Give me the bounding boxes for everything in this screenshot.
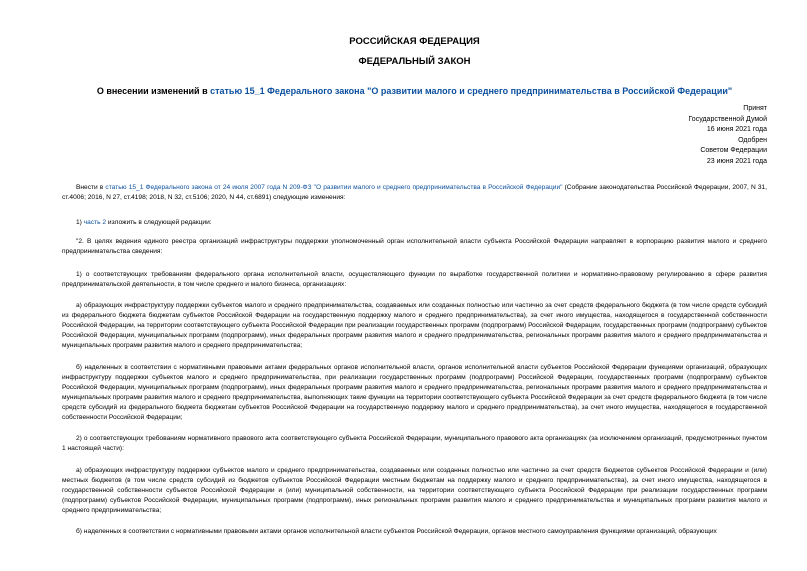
signature-line: Принят bbox=[743, 105, 767, 112]
law-title-link[interactable]: статью 15_1 Федерального закона "О развитии малого и среднего предпринимательства в Российской Федерации" bbox=[210, 86, 733, 96]
signature-line: 16 июня 2021 года bbox=[706, 126, 767, 133]
signature-line: Одобрен bbox=[738, 136, 767, 144]
point-1-paragraph: 1) о соответствующих требованиям федерального органа исполнительной власти, осуществляющего функции по выработке государственной политики и нормативно-правовому регулированию в сфере развития предпринимательской деятельности, в том числе среднего и малого бизнеса, организациях: bbox=[62, 271, 767, 288]
point-2a-paragraph: а) образующих инфраструктуру поддержки субъектов малого и среднего предпринимательства, создаваемых или созданных полностью или частично за счет средств бюджетов субъектов Российской Федерации и (или) местных бюджетов (в том числе средств субсидий из бюджетов субъектов Российской Федерации местным бюджетам на поддержку малого и среднего предпринимательства), за счет иного имущества, находящегося в государственной собственности субъектов Российской Федерации и (или) муниципальной собственности, на территории соответствующего субъекта Российской Федерации при реализации государственных программ (подпрограмм) субъектов Российской Федерации, муниципальных программ (подпрограмм), иных региональных программ развития малого и среднего предпринимательства и муниципальных программ развития малого и среднего предпринимательства; bbox=[62, 467, 767, 514]
intro-prefix: Внести в bbox=[76, 184, 106, 191]
signature-line: Советом Федерации bbox=[700, 147, 767, 154]
signature-block bbox=[688, 104, 767, 167]
intro-suffix: (Собрание законодательства Российской Федерации, 2007, N 31, ст.4006; 2016, N 27, ст.4198; 2018, N 32, ст.5106; 2020, N 44, ст.6891) следующие изменения: bbox=[62, 184, 767, 201]
law-title-prefix: О внесении изменений в bbox=[96, 86, 211, 96]
law-type-heading: ФЕДЕРАЛЬНЫЙ ЗАКОН bbox=[358, 56, 471, 67]
point-2b-paragraph: б) наделенных в соответствии с нормативными правовыми актами органов исполнительной власти субъектов Российской Федерации, органов местного самоуправления функциями организаций, образующих bbox=[76, 528, 717, 535]
country-heading: РОССИЙСКАЯ ФЕДЕРАЦИЯ bbox=[349, 36, 480, 47]
item-1-paragraph bbox=[62, 218, 767, 228]
intro-law-link[interactable]: статью 15_1 Федерального закона от 24 июля 2007 года N 209-ФЗ "О развитии малого и среднего предпринимательства в Российской Федерации" bbox=[105, 184, 563, 191]
part-2-paragraph: "2. В целях ведения единого реестра организаций инфраструктуры поддержки уполномоченный орган исполнительной власти субъекта Российской Федерации направляет в корпорацию развития малого и среднего предпринимательства сведения: bbox=[62, 238, 767, 255]
law-title bbox=[62, 85, 767, 97]
item-1-suffix: изложить в следующей редакции: bbox=[106, 219, 212, 226]
signature-line: Государственной Думой bbox=[688, 115, 767, 123]
part-2-link[interactable]: часть 2 bbox=[83, 219, 107, 226]
intro-paragraph bbox=[62, 183, 767, 203]
point-1b-paragraph: б) наделенных в соответствии с нормативными правовыми актами федеральных органов исполнительной власти, органов исполнительной власти субъектов Российской Федерации функциями организаций, образующих инфраструктуру поддержки субъектов малого и среднего предпринимательства, при реализации государственных программ (подпрограмм) Российской Федерации, государственных программ (подпрограмм) субъектов Российской Федерации, муниципальных программ (подпрограмм), иных федеральных программ развития малого и среднего предпринимательства, региональных программ развития малого и среднего предпринимательства и муниципальных программ развития малого и среднего предпринимательства, выполняющих такие функции на территории соответствующего субъекта Российской Федерации за счет средств федерального бюджета (в том числе средств субсидий из федерального бюджета бюджетам субъектов Российской Федерации на государственную поддержку малого и среднего предпринимательства), за счет иного имущества, находящегося в государственной собственности Российской Федерации; bbox=[62, 364, 767, 421]
point-2-paragraph: 2) о соответствующих требованиям нормативного правового акта соответствующего субъекта Российской Федерации, муниципального правового акта организациях (за исключением организаций, предусмотренных пунктом 1 настоящей части): bbox=[62, 435, 767, 452]
item-1-prefix: 1) bbox=[76, 219, 84, 226]
point-1a-paragraph: а) образующих инфраструктуру поддержки субъектов малого и среднего предпринимательства, создаваемых или созданных полностью или частично за счет средств федерального бюджета (в том числе средств субсидий из федерального бюджета бюджетам субъектов Российской Федерации на государственную поддержку малого и среднего предпринимательства), за счет иного имущества, находящегося в государственной собственности Российской Федерации, на территории соответствующего субъекта Российской Федерации при реализации государственных программ (подпрограмм) Российской Федерации, государственных программ (подпрограмм) субъектов Российской Федерации, муниципальных программ (подпрограмм), иных федеральных программ развития малого и среднего предпринимательства, региональных программ развития малого и среднего предпринимательства и муниципальных программ развития малого и среднего предпринимательства; bbox=[62, 302, 767, 349]
signature-line: 23 июня 2021 года bbox=[706, 157, 767, 165]
